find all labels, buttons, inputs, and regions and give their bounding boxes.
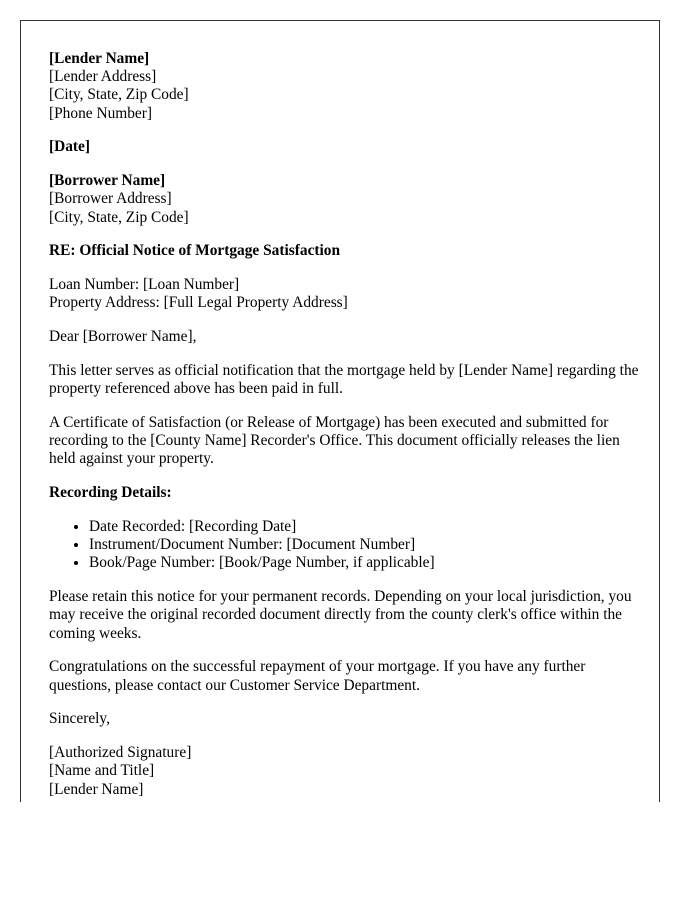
recipient-name: [Borrower Name]: [49, 172, 166, 190]
closing-paragraph-1: Please retain this notice for your permanent records. Depending on your local jurisdiction, you may receive the original recorded document directly from the county clerk's office within the coming weeks.: [49, 588, 632, 642]
loan-info-block: [49, 276, 649, 312]
letter-date: [Date]: [49, 138, 91, 156]
signature-block: [49, 744, 649, 799]
property-address: Property Address: [Full Legal Property Address]: [49, 294, 348, 312]
letter-content: [49, 50, 649, 814]
recording-item: • Instrument/Document Number: [Document Number]: [89, 536, 649, 554]
sender-phone: [Phone Number]: [49, 104, 153, 122]
salutation: Dear [Borrower Name],: [49, 328, 197, 346]
closing: Sincerely,: [49, 710, 110, 728]
signature: [Authorized Signature]: [49, 744, 192, 762]
body-paragraph-2: A Certificate of Satisfaction (or Release of Mortgage) has been executed and submitted for recording to the [County Name] Recorder's Office. This document officially releases the lien held against your property.: [49, 414, 620, 468]
subject-block: [49, 242, 649, 260]
signer-name-title: [Name and Title]: [49, 762, 155, 780]
subject-line: RE: Official Notice of Mortgage Satisfaction: [49, 242, 341, 260]
signer-lender: [Lender Name]: [49, 780, 144, 798]
sender-address: [Lender Address]: [49, 68, 157, 86]
letter-page: [20, 20, 660, 802]
closing-paragraph-2: Congratulations on the successful repayment of your mortgage. If you have any further questions, please contact our Customer Service Department.: [49, 658, 586, 694]
recipient-block: [49, 172, 649, 227]
sender-city: [City, State, Zip Code]: [49, 86, 189, 104]
recording-item: • Book/Page Number: [Book/Page Number, if applicable]: [89, 554, 649, 572]
sender-name: [Lender Name]: [49, 50, 150, 67]
loan-number: Loan Number: [Loan Number]: [49, 276, 240, 294]
recording-heading: Recording Details:: [49, 484, 172, 502]
sender-block: [49, 50, 649, 123]
recipient-address: [Borrower Address]: [49, 190, 172, 208]
date-block: [49, 138, 649, 156]
body-paragraph-1: This letter serves as official notification that the mortgage held by [Lender Name] regarding the property referenced above has been paid in full.: [49, 362, 639, 398]
recording-list: [49, 518, 649, 573]
recording-item: • Date Recorded: [Recording Date]: [89, 518, 649, 536]
recipient-city: [City, State, Zip Code]: [49, 208, 189, 226]
